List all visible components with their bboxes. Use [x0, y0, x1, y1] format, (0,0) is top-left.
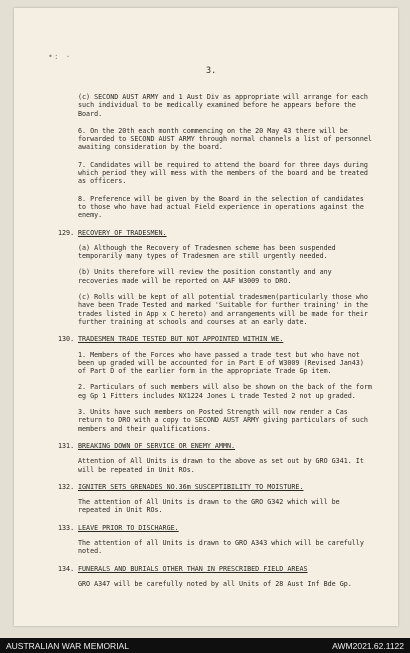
paragraph: 6. On the 20th each month commencing on the 20 May 43 there will be forwarded to SECOND AUST ARMY through normal channels a list of personnel awaiting consideration by the board.: [78, 126, 372, 152]
section-title: FUNERALS AND BURIALS OTHER THAN IN PRESCRIBED FIELD AREAS: [78, 564, 308, 573]
section-title: LEAVE PRIOR TO DISCHARGE.: [78, 523, 179, 532]
paragraph: (a) Although the Recovery of Tradesmen scheme has been suspended temporarily many types of Tradesmen are still urgently needed.: [78, 243, 336, 261]
section-title: IGNITER SETS GRENADES NO.36m SUSCEPTIBILITY TO MOISTURE.: [78, 482, 304, 491]
section-heading: [58, 524, 376, 532]
paragraph: (c) Rolls will be kept of all potential tradesmen(particularly those who have been Trade Tested and marked 'Suitable for further training' in the trades listed in App x C hereto) and arrangements will be made for their further training at schools and courses at an early date.: [78, 293, 368, 326]
section-heading: [58, 335, 376, 343]
section-130: [58, 335, 376, 433]
section-134: [58, 565, 376, 589]
paragraph: 3. Units have such members on Posted Strength will now render a Cas return to DRO with a copy to SECOND AUST ARMY giving particulars of such members and their qualifications.: [78, 408, 368, 433]
paragraph: 2. Particulars of such members will also be shown on the back of the form eg Gp 1 Fitters includes NX1224 Jones L trade Tested 2 not up graded.: [78, 383, 372, 400]
section-title: RECOVERY OF TRADESMEN.: [78, 228, 167, 237]
paragraph: Attention of All Units is drawn to the above as set out by GRO G341. It will be repeated in Unit ROs.: [78, 457, 364, 474]
section-number: 129.: [58, 228, 75, 237]
section-129: [58, 229, 376, 327]
paragraph: The attention of All Units is drawn to the GRO G342 which will be repeated in Unit ROs.: [78, 498, 340, 515]
section-heading: [58, 565, 376, 573]
section-number: 130.: [58, 335, 75, 344]
section-number: 131.: [58, 441, 75, 450]
section-heading: [58, 442, 376, 450]
section-131: [58, 442, 376, 474]
section-title: TRADESMEN TRADE TESTED BUT NOT APPOINTED WITHIN WE.: [78, 335, 284, 344]
archive-name: AUSTRALIAN WAR MEMORIAL: [6, 640, 129, 651]
paragraph: The attention of all Units is drawn to GRO A343 which will be carefully noted.: [78, 538, 364, 556]
paragraph: GRO A347 will be carefully noted by all Units of 28 Aust Inf Bde Gp.: [78, 579, 352, 588]
paragraph: (b) Units therefore will review the position constantly and any recoveries made will be reported on AAF W3009 to DRO.: [78, 268, 332, 285]
corner-marks: •: ·: [48, 52, 72, 61]
paragraph: 7. Candidates will be required to attend the board for three days during which period they will mess with the members of the board and be treated as officers.: [78, 160, 368, 186]
accession-number: AWM2021.62.1122: [332, 640, 404, 651]
section-132: [58, 483, 376, 515]
document-body: [58, 93, 376, 597]
section-title: BREAKING DOWN OF SERVICE OR ENEMY AMMN.: [78, 441, 236, 450]
archive-footer: [0, 638, 410, 653]
section-number: 133.: [58, 523, 75, 532]
section-133: [58, 524, 376, 556]
paragraph: (c) SECOND AUST ARMY and 1 Aust Div as appropriate will arrange for each such individual to be medically examined before he appears before the Board.: [78, 93, 368, 118]
section-heading: [58, 229, 376, 237]
paragraph: 1. Members of the Forces who have passed a trade test but who have not been up graded will be accounted for in Part E of W3009 (Revised Jan43) of Part D of the earlier form in the appropriate Trade Gp item.: [78, 350, 364, 376]
page-number: 3.: [206, 66, 217, 76]
paragraph: 8. Preference will be given by the Board in the selection of candidates to those who have had actual Field experience in operations against the enemy.: [78, 194, 364, 220]
section-heading: [58, 483, 376, 491]
section-number: 132.: [58, 482, 75, 491]
section-number: 134.: [58, 564, 75, 573]
